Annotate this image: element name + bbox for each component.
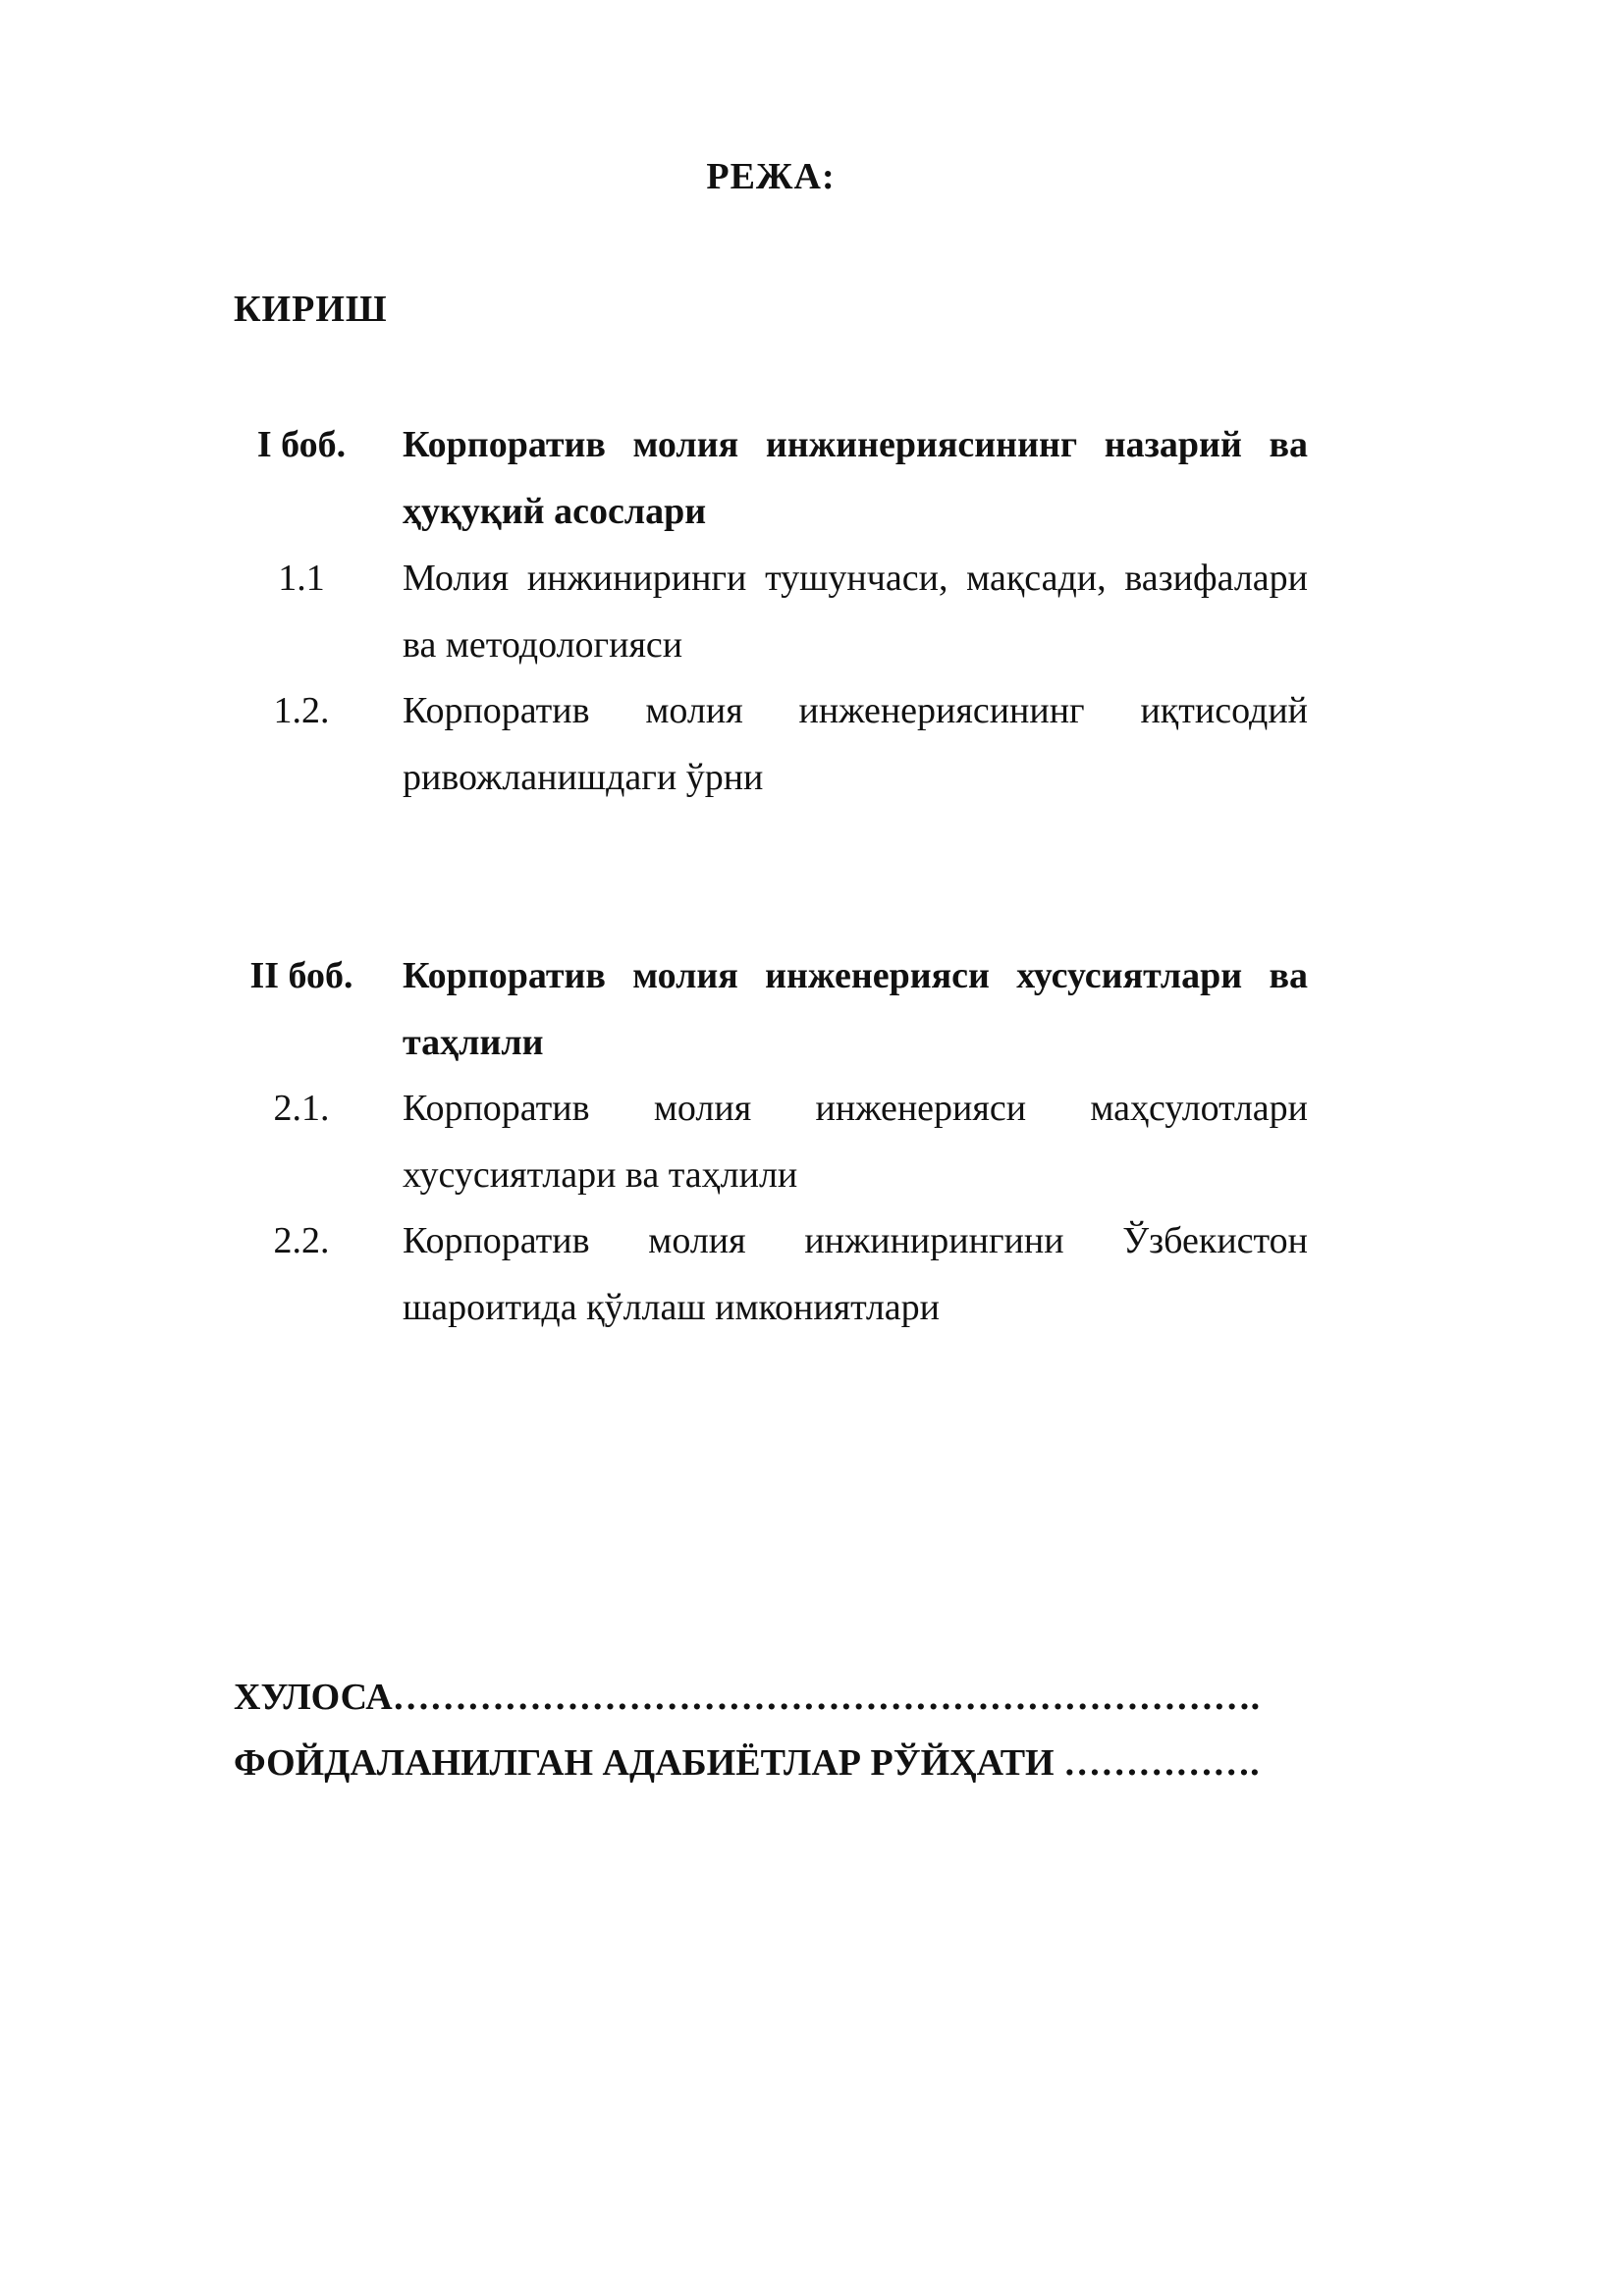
section-2-1-title: Корпоратив молия инженерияси маҳсулотлари хусусиятлари ва таҳлили: [403, 1088, 1308, 1196]
section-2-2-title: Корпоратив молия инжинирингини Ўзбекистон шароитида қўллаш имкониятлари: [403, 1220, 1308, 1328]
conclusion-heading: ХУЛОСА…………………………………………………………….: [234, 1677, 1261, 1718]
references-heading: ФОЙДАЛАНИЛГАН АДАБИЁТЛАР РЎЙҲАТИ …………….: [234, 1742, 1260, 1784]
section-1-2-title: Корпоратив молия инженериясининг иқтисодий ривожланишдаги ўрни: [403, 690, 1308, 798]
chapter-1-title: Корпоратив молия инжинериясининг назарий ва ҳуқуқий асослари: [403, 424, 1308, 532]
intro-heading: КИРИШ: [234, 289, 388, 330]
chapter-1-label: I боб.: [256, 424, 347, 465]
section-1-1-title: Молия инжиниринги тушунчаси, мақсади, вазифалари ва методологияси: [403, 558, 1308, 666]
section-1-2-number: 1.2.: [273, 690, 330, 731]
plan-title: РЕЖА:: [706, 156, 836, 197]
chapter-2-title: Корпоратив молия инженерияси хусусиятлари ва таҳлили: [403, 955, 1308, 1063]
section-1-1-number: 1.1: [278, 558, 325, 599]
section-2-2-number: 2.2.: [273, 1220, 330, 1261]
section-2-1-number: 2.1.: [273, 1088, 330, 1129]
chapter-2-label: II боб.: [249, 955, 353, 996]
